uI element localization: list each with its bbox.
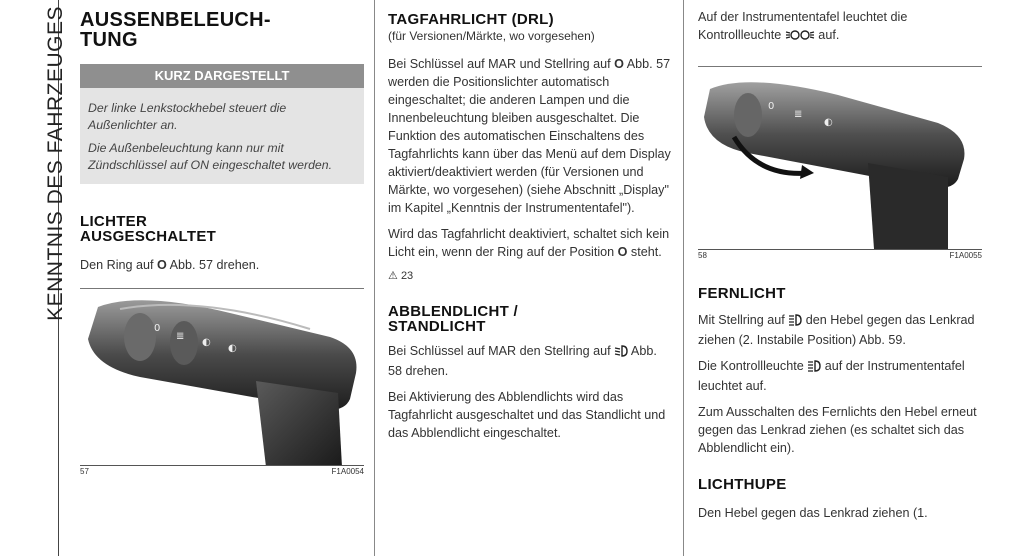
figure-57 bbox=[80, 289, 364, 465]
side-tab-label: KENNTNIS DES FAHRZEUGES bbox=[44, 6, 67, 321]
note-reference bbox=[388, 269, 672, 282]
heading-high-beam: FERNLICHT bbox=[698, 285, 786, 302]
heading-drl: TAGFAHRLICHT (DRL) bbox=[388, 11, 554, 28]
summary-box bbox=[80, 88, 364, 184]
svg-text:◐: ◐ bbox=[228, 343, 237, 354]
heading-line: ABBLENDLICHT / bbox=[388, 303, 519, 320]
figure-code: F1A0054 bbox=[331, 467, 364, 476]
note-ref-number: 23 bbox=[400, 270, 414, 282]
paragraph-lights-off: Den Ring auf O Abb. 57 drehen. bbox=[80, 258, 260, 272]
heading-line: LICHTER bbox=[80, 213, 148, 230]
summary-header: KURZ DARGESTELLT bbox=[80, 64, 364, 88]
heading-line: AUSGESCHALTET bbox=[80, 228, 217, 245]
summary-text-2: Die Außenbeleuchtung kann nur mit Zündschlüssel auf ON eingeschaltet werden. bbox=[88, 141, 333, 172]
svg-text:≣: ≣ bbox=[176, 331, 185, 342]
position-lights-icon bbox=[785, 28, 815, 46]
figure-number: 58 bbox=[698, 251, 707, 260]
paragraph-drl: Bei Schlüssel auf MAR und Stellring auf O Abb. 57 werden die Positionslichter automatisch eingeschaltet; die anderen Lampen und die Innenbeleuchtung bleiben ausgeschaltet. Die Funktion des automatischen Einschaltens des Tagfahrlichts kann über das Menü auf dem Display aktiviert/deaktiviert werden (für Versionen und Märkte, wo vorgesehen) (siehe Abschnitt „Display" im Kapitel „Kenntnis der Instrumententafel"). bbox=[388, 57, 671, 215]
figure-caption bbox=[80, 465, 364, 476]
paragraph-high-beam-2: Die Kontrollleuchte auf der Instrumententafel leuchtet auf. bbox=[698, 359, 965, 393]
column-1 bbox=[80, 0, 364, 476]
section-title-line1: AUSSENBELEUCH- bbox=[80, 9, 271, 31]
side-tab bbox=[0, 0, 67, 556]
section-title-line2: TUNG bbox=[80, 29, 138, 51]
heading-flash: LICHTHUPE bbox=[698, 476, 787, 493]
summary-text-1: Der linke Lenkstockhebel steuert die Außenlichter an. bbox=[88, 101, 287, 132]
figure-code: F1A0055 bbox=[949, 251, 982, 260]
paragraph-low-beam-1: Bei Schlüssel auf MAR den Stellring auf Abb. 58 drehen. bbox=[388, 344, 657, 378]
high-beam-icon bbox=[807, 359, 821, 377]
svg-text:0: 0 bbox=[768, 101, 775, 112]
paragraph-warning-light: Auf der Instrumententafel leuchtet die Kontrollleuchte auf. bbox=[698, 8, 982, 46]
paragraph-high-beam-3: Zum Ausschalten des Fernlichts den Hebel erneut gegen das Lenkrad ziehen (es schaltet sich das Abblendlicht ein). bbox=[698, 405, 977, 455]
stalk-image bbox=[698, 67, 982, 249]
svg-text:0: 0 bbox=[154, 323, 161, 334]
low-beam-icon bbox=[614, 344, 628, 362]
paragraph-drl-off: Wird das Tagfahrlicht deaktiviert, schaltet sich kein Licht ein, wenn der Ring auf der Position O steht. bbox=[388, 227, 670, 259]
svg-text:≣: ≣ bbox=[794, 109, 803, 120]
column-divider bbox=[374, 0, 375, 556]
stalk-image bbox=[80, 289, 364, 465]
section-title bbox=[80, 10, 364, 50]
subtitle-drl: (für Versionen/Märkte, wo vorgesehen) bbox=[388, 29, 595, 43]
svg-text:◐: ◐ bbox=[202, 337, 211, 348]
heading-line: STANDLICHT bbox=[388, 318, 486, 335]
figure-58 bbox=[698, 67, 982, 249]
column-2 bbox=[388, 0, 672, 442]
high-beam-icon bbox=[788, 313, 802, 331]
column-divider bbox=[683, 0, 684, 556]
figure-number: 57 bbox=[80, 467, 89, 476]
heading-lights-off bbox=[80, 214, 364, 244]
warning-icon: ⚠ bbox=[388, 270, 398, 282]
svg-text:◐: ◐ bbox=[824, 117, 833, 128]
heading-low-beam bbox=[388, 304, 672, 334]
figure-caption bbox=[698, 249, 982, 260]
paragraph-low-beam-2: Bei Aktivierung des Abblendlichts wird das Tagfahrlicht ausgeschaltet und das Standlicht und das Abblendlicht eingeschaltet. bbox=[388, 390, 666, 440]
paragraph-flash: Den Hebel gegen das Lenkrad ziehen (1. bbox=[698, 506, 928, 520]
column-3 bbox=[698, 0, 982, 522]
paragraph-high-beam-1: Mit Stellring auf den Hebel gegen das Lenkrad ziehen (2. Instabile Position) Abb. 59. bbox=[698, 313, 975, 347]
